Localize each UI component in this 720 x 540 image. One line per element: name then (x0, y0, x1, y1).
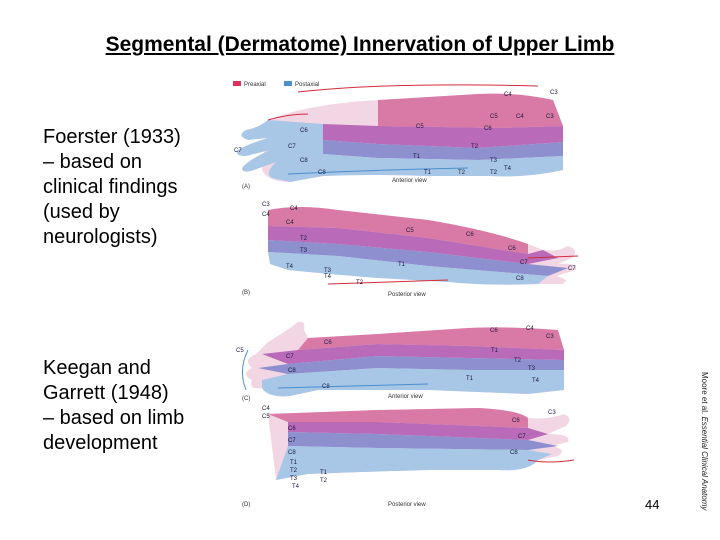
dermatome-label-t1: T1 (413, 154, 421, 160)
dermatome-label-c8: C8 (510, 450, 518, 456)
dermatome-label-t1: T1 (491, 348, 499, 354)
panel-d-caption: (D) (242, 502, 251, 508)
panel-d-view: Posterior view (388, 502, 426, 508)
panel-c-caption: (C) (242, 396, 251, 402)
page-number: 44 (645, 497, 660, 512)
keegan-line: Garrett (1948) (43, 382, 169, 404)
panel-b-arrow (328, 280, 448, 284)
dermatome-label-c6: C6 (490, 328, 498, 334)
keegan-line: Keegan and (43, 357, 151, 379)
dermatome-label-t4: T4 (292, 484, 300, 490)
keegan-garrett-description (43, 356, 184, 456)
dermatome-label-t3: T3 (300, 248, 308, 254)
legend-postaxial-swatch (284, 81, 292, 86)
dermatome-label-t2: T2 (356, 280, 364, 286)
dermatome-label-t2: T2 (471, 144, 479, 150)
dermatome-label-t2: T2 (514, 358, 522, 364)
dermatome-label-c5: C5 (416, 124, 424, 130)
dermatome-label-t1: T1 (466, 376, 474, 382)
dermatome-label-t3: T3 (528, 366, 536, 372)
legend-preaxial-label: Preaxial (244, 82, 266, 88)
dermatome-label-c7: C7 (288, 144, 296, 150)
dermatome-label-c8: C8 (288, 368, 296, 374)
dermatome-label-t3: T3 (290, 476, 298, 482)
dermatome-label-t1: T1 (290, 460, 298, 466)
dermatome-label-c4: C4 (286, 220, 294, 226)
panel-a-caption: (A) (242, 184, 250, 190)
legend-postaxial-label: Postaxial (295, 82, 320, 88)
dermatome-label-t2: T2 (458, 170, 466, 176)
dermatome-label-t2: T2 (300, 236, 308, 242)
dermatome-label-c3: C3 (262, 202, 270, 208)
dermatome-label-c3: C3 (546, 334, 554, 340)
dermatome-label-t1: T1 (398, 262, 406, 268)
legend (233, 81, 319, 88)
dermatome-label-c8: C8 (300, 158, 308, 164)
foerster-line: clinical findings (43, 176, 178, 198)
dermatome-label-c6: C6 (324, 340, 332, 346)
slide-title: Segmental (Dermatome) Innervation of Upper Limb (105, 33, 615, 56)
panel-b (242, 202, 578, 298)
dermatome-label-t1: T1 (424, 170, 432, 176)
panel-a-view: Anterior view (392, 178, 427, 184)
credit-book: Essential Clinical Anatomy (700, 416, 709, 511)
svg-text:Moore et al. Essential Clinica (700, 372, 709, 511)
dermatome-label-c7: C7 (286, 354, 294, 360)
dermatome-label-c6: C6 (508, 246, 516, 252)
dermatome-label-c4: C4 (262, 212, 270, 218)
legend-preaxial-swatch (233, 81, 241, 86)
panel-a-preaxial-arrow (298, 85, 538, 92)
panel-b-caption: (B) (242, 290, 250, 296)
dermatome-label-c8: C8 (516, 276, 524, 282)
dermatome-label-c6: C6 (484, 126, 492, 132)
panel-d (242, 406, 574, 508)
dermatome-label-c5: C5 (406, 228, 414, 234)
dermatome-label-c7: C7 (520, 260, 528, 266)
dermatome-label-c3: C3 (548, 410, 556, 416)
dermatome-label-c3: C3 (550, 90, 558, 96)
keegan-line: – based on limb (43, 407, 185, 429)
dermatome-label-c7: C7 (518, 434, 526, 440)
dermatome-label-t2: T2 (290, 468, 298, 474)
dermatome-label-c4: C4 (290, 206, 298, 212)
dermatome-label-t4: T4 (532, 378, 540, 384)
dermatome-figure (228, 78, 588, 518)
panel-b-view: Posterior view (388, 292, 426, 298)
dermatome-label-t4: T4 (324, 274, 332, 280)
dermatome-label-c7: C7 (234, 148, 242, 154)
dermatome-label-c8: C8 (322, 384, 330, 390)
dermatome-label-c6: C6 (288, 426, 296, 432)
dermatome-label-c5: C5 (262, 414, 270, 420)
panel-a (234, 85, 563, 190)
dermatome-label-c6: C6 (512, 418, 520, 424)
dermatome-label-c5: C5 (236, 348, 244, 354)
dermatome-label-c3: C3 (546, 114, 554, 120)
dermatome-label-c8: C8 (318, 170, 326, 176)
dermatome-label-t2: T2 (320, 478, 328, 484)
foerster-line: Foerster (1933) (43, 126, 181, 148)
dermatome-label-t3: T3 (324, 268, 332, 274)
dermatome-label-c4: C4 (516, 114, 524, 120)
image-credit (693, 372, 707, 512)
dermatome-label-c6: C6 (300, 128, 308, 134)
dermatome-label-t4: T4 (286, 264, 294, 270)
dermatome-label-t1: T1 (320, 470, 328, 476)
panel-a-band-c5 (378, 94, 563, 128)
dermatome-label-c7: C7 (288, 438, 296, 444)
dermatome-label-c7: C7 (568, 266, 576, 272)
foerster-line: – based on (43, 151, 142, 173)
dermatome-label-c4: C4 (262, 406, 270, 412)
dermatome-label-t4: T4 (504, 166, 512, 172)
foerster-line: neurologists) (43, 226, 158, 248)
dermatome-label-c5: C5 (490, 114, 498, 120)
dermatome-label-t3: T3 (490, 158, 498, 164)
keegan-line: development (43, 432, 158, 454)
dermatome-label-c4: C4 (504, 92, 512, 98)
dermatome-label-t2: T2 (490, 170, 498, 176)
panel-c (236, 322, 564, 402)
dermatome-label-c6: C6 (466, 232, 474, 238)
foerster-description (43, 125, 181, 250)
foerster-line: (used by (43, 201, 120, 223)
dermatome-label-c8: C8 (288, 450, 296, 456)
dermatome-label-c4: C4 (526, 326, 534, 332)
credit-authors: Moore et al. (700, 372, 709, 417)
panel-c-view: Anterior view (388, 394, 423, 400)
